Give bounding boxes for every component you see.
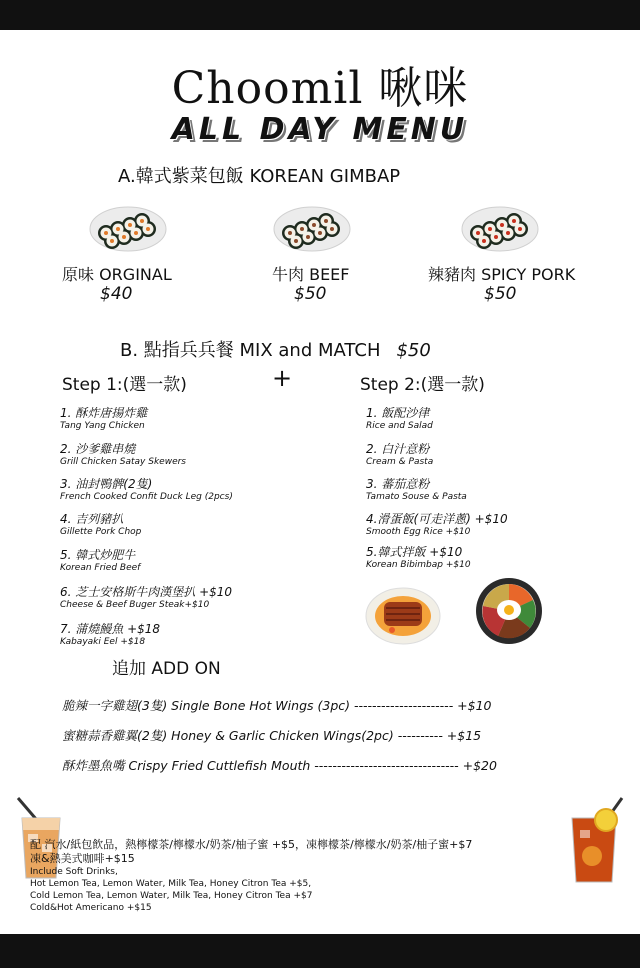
step1-item-zh: 7. 蒲燒鰻魚 +$18 xyxy=(60,622,161,636)
step1-item xyxy=(60,477,233,503)
gimbap-original-name: 原味 ORGINAL xyxy=(62,265,172,284)
gimbap-spicy-pork-price: $50 xyxy=(484,284,517,304)
drinks-info xyxy=(30,838,472,914)
section-a-heading: A.韓式紫菜包飯 KOREAN GIMBAP xyxy=(118,166,401,187)
gimbap-original-price: $40 xyxy=(100,284,133,304)
step1-item-en: Kabayaki Eel +$18 xyxy=(60,637,146,647)
addon-line: 酥炸墨魚嘴 Crispy Fried Cuttlefish Mouth -------------------------------- +$20 xyxy=(62,758,497,773)
step2-label: Step 2:(選一款) xyxy=(360,375,485,395)
step2-item-en: Rice and Salad xyxy=(366,421,433,431)
gimbap-spicy-pork-image xyxy=(460,195,540,255)
menu-subtitle: ALL DAY MENU xyxy=(171,112,469,147)
step1-item-zh: 5. 韓式炒肥牛 xyxy=(60,548,136,562)
section-b-price: $50 xyxy=(396,340,431,361)
restaurant-title: Choomil 啾咪 xyxy=(171,63,469,114)
step2-item xyxy=(366,545,471,571)
step2-item-en: Korean Bibimbap +$10 xyxy=(366,560,471,570)
lemon-tea-image xyxy=(562,796,632,886)
step2-item-zh: 2. 白汁意粉 xyxy=(366,442,430,456)
eel-rice-image xyxy=(364,578,442,648)
step2-item-zh: 4.滑蛋飯(可走洋蔥) +$10 xyxy=(366,512,508,526)
step1-item-en: Cheese & Beef Buger Steak+$10 xyxy=(60,600,210,610)
step1-item xyxy=(60,442,186,468)
step1-item xyxy=(60,512,141,538)
step1-label: Step 1:(選一款) xyxy=(62,375,187,395)
plus-sign: + xyxy=(272,364,293,392)
step1-item xyxy=(60,406,147,432)
drinks-zh-line: 凍&熱美式咖啡+$15 xyxy=(30,852,135,865)
step1-item-zh: 4. 吉列豬扒 xyxy=(60,512,124,526)
gimbap-spicy-pork-name: 辣豬肉 SPICY PORK xyxy=(428,265,576,284)
step1-item-en: French Cooked Confit Duck Leg (2pcs) xyxy=(60,492,233,502)
gimbap-beef-price: $50 xyxy=(294,284,327,304)
drinks-en-line: Cold Lemon Tea, Lemon Water, Milk Tea, Honey Citron Tea +$7 xyxy=(30,891,313,901)
gimbap-beef-image xyxy=(272,195,352,255)
step2-item-en: Cream & Pasta xyxy=(366,457,434,467)
gimbap-beef-name: 牛肉 BEEF xyxy=(272,265,350,284)
step2-item xyxy=(366,442,433,468)
step1-item-zh: 1. 酥炸唐揚炸雞 xyxy=(60,406,148,420)
step1-item xyxy=(60,585,232,611)
addon-line: 脆辣一字雞翅(3隻) Single Bone Hot Wings (3pc) ---------------------- +$10 xyxy=(62,698,492,713)
addon-heading: 追加 ADD ON xyxy=(112,659,221,679)
step2-item xyxy=(366,512,508,538)
gimbap-original-image xyxy=(88,195,168,255)
step1-item-en: Grill Chicken Satay Skewers xyxy=(60,457,186,467)
step2-item-en: Tamato Souse & Pasta xyxy=(366,492,467,502)
drinks-zh-line: 配 汽水/紙包飲品，熱檸檬茶/檸檬水/奶茶/柚子蜜 +$5，凍檸檬茶/檸檬水/奶茶/柚子蜜+$7 xyxy=(30,838,473,851)
step2-item xyxy=(366,406,433,432)
drinks-en-line: Include Soft Drinks, xyxy=(30,867,118,877)
section-b-title: B. 點指兵兵餐 MIX and MATCH xyxy=(120,340,381,361)
bibimbap-image xyxy=(474,576,544,646)
drinks-en-line: Hot Lemon Tea, Lemon Water, Milk Tea, Honey Citron Tea +$5, xyxy=(30,879,312,889)
step2-item-en: Smooth Egg Rice +$10 xyxy=(366,527,471,537)
step1-item-zh: 2. 沙爹雞串燒 xyxy=(60,442,136,456)
step2-item-zh: 3. 蕃茄意粉 xyxy=(366,477,430,491)
step1-item-en: Gillette Pork Chop xyxy=(60,527,142,537)
step2-item-zh: 5.韓式拌飯 +$10 xyxy=(366,545,463,559)
step2-item-zh: 1. 飯配沙律 xyxy=(366,406,430,420)
step1-item-en: Korean Fried Beef xyxy=(60,563,141,573)
step1-item-zh: 6. 芝士安格斯牛肉漢堡扒 +$10 xyxy=(60,585,233,599)
step1-item-zh: 3. 油封鴨髀(2隻) xyxy=(60,477,153,491)
menu-page xyxy=(0,30,640,934)
drinks-en-line: Cold&Hot Americano +$15 xyxy=(30,903,152,913)
step1-item xyxy=(60,622,160,648)
step1-item xyxy=(60,548,140,574)
step1-item-en: Tang Yang Chicken xyxy=(60,421,145,431)
step2-item xyxy=(366,477,467,503)
addon-line: 蜜糖蒜香雞翼(2隻) Honey & Garlic Chicken Wings(2pc) ---------- +$15 xyxy=(62,728,482,743)
section-b-heading xyxy=(120,336,431,362)
